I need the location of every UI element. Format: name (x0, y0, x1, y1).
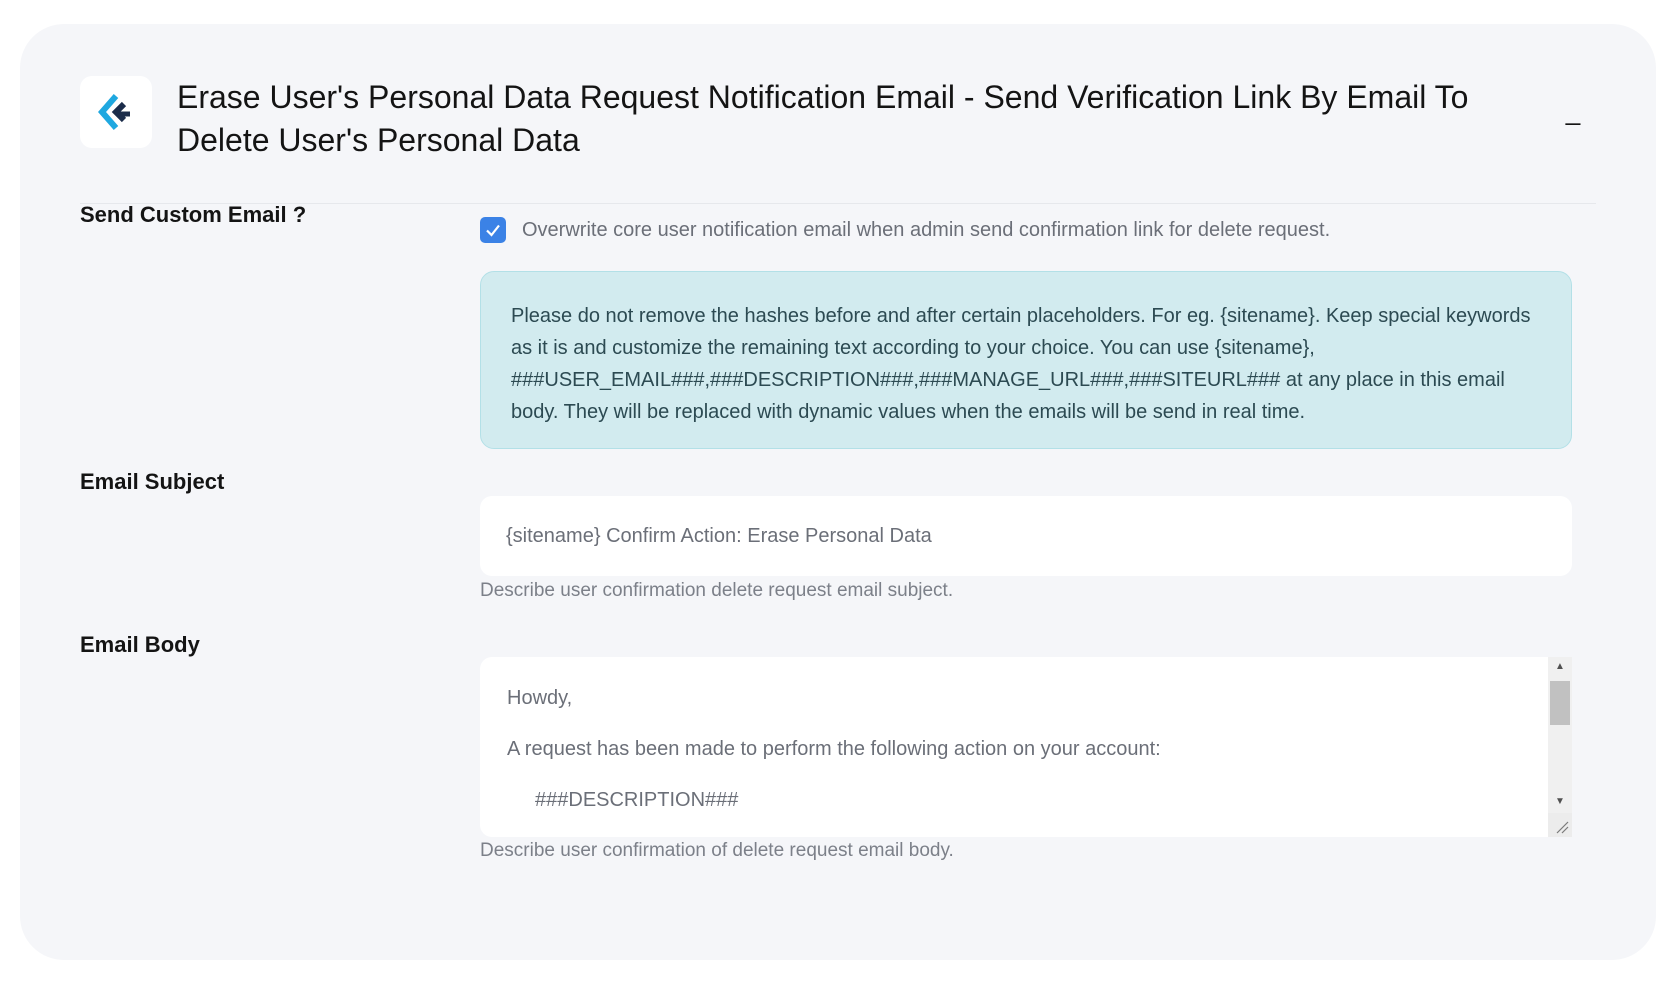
send-custom-email-row (480, 217, 1330, 243)
minimize-button[interactable]: _ (1565, 96, 1581, 126)
send-custom-email-label: Send Custom Email ? (80, 202, 307, 227)
placeholder-notice: Please do not remove the hashes before and after certain placeholders. For eg. {sitename}. Keep special keywords as it is and customize the remaining text according to your choice. You can use {sitename}, ###USER_EMAIL###,###DESCRIPTION###,###MANAGE_URL###,###SITEURL### at any place in this email body. They will be replaced with dynamic values when the emails will be send in real time. (480, 271, 1572, 449)
card-header (80, 76, 1596, 204)
email-subject-label: Email Subject (80, 469, 225, 494)
email-body-textarea[interactable] (480, 657, 1572, 837)
page-title: Erase User's Personal Data Request Notification Email - Send Verification Link By Email To Delete User's Personal Data (177, 79, 1469, 158)
email-subject-help: Describe user confirmation delete request email subject. (480, 580, 954, 601)
scroll-up-arrow-icon[interactable]: ▲ (1555, 661, 1565, 672)
email-body-line: Howdy, (507, 687, 573, 709)
email-body-line: ###DESCRIPTION### (535, 789, 739, 811)
email-body-help: Describe user confirmation of delete request email body. (480, 840, 954, 861)
resize-grip-icon[interactable] (1548, 813, 1572, 837)
resize-handle-icon (1548, 813, 1572, 837)
checkmark-icon (484, 221, 502, 239)
scrollbar-thumb[interactable] (1550, 681, 1570, 725)
email-subject-input[interactable] (480, 496, 1572, 576)
logo (80, 76, 152, 148)
send-custom-email-checkbox-label[interactable]: Overwrite core user notification email when admin send confirmation link for delete request. (522, 218, 1331, 241)
email-body-line: A request has been made to perform the following action on your account: (507, 738, 1161, 760)
settings-card (20, 24, 1656, 960)
email-body-scrollbar[interactable] (1548, 657, 1572, 837)
email-body-label: Email Body (80, 632, 200, 657)
brand-logo-icon (94, 90, 138, 134)
email-subject-value: {sitename} Confirm Action: Erase Personal Data (506, 524, 932, 547)
send-custom-email-checkbox[interactable] (480, 217, 506, 243)
scroll-down-arrow-icon[interactable]: ▼ (1555, 796, 1565, 807)
